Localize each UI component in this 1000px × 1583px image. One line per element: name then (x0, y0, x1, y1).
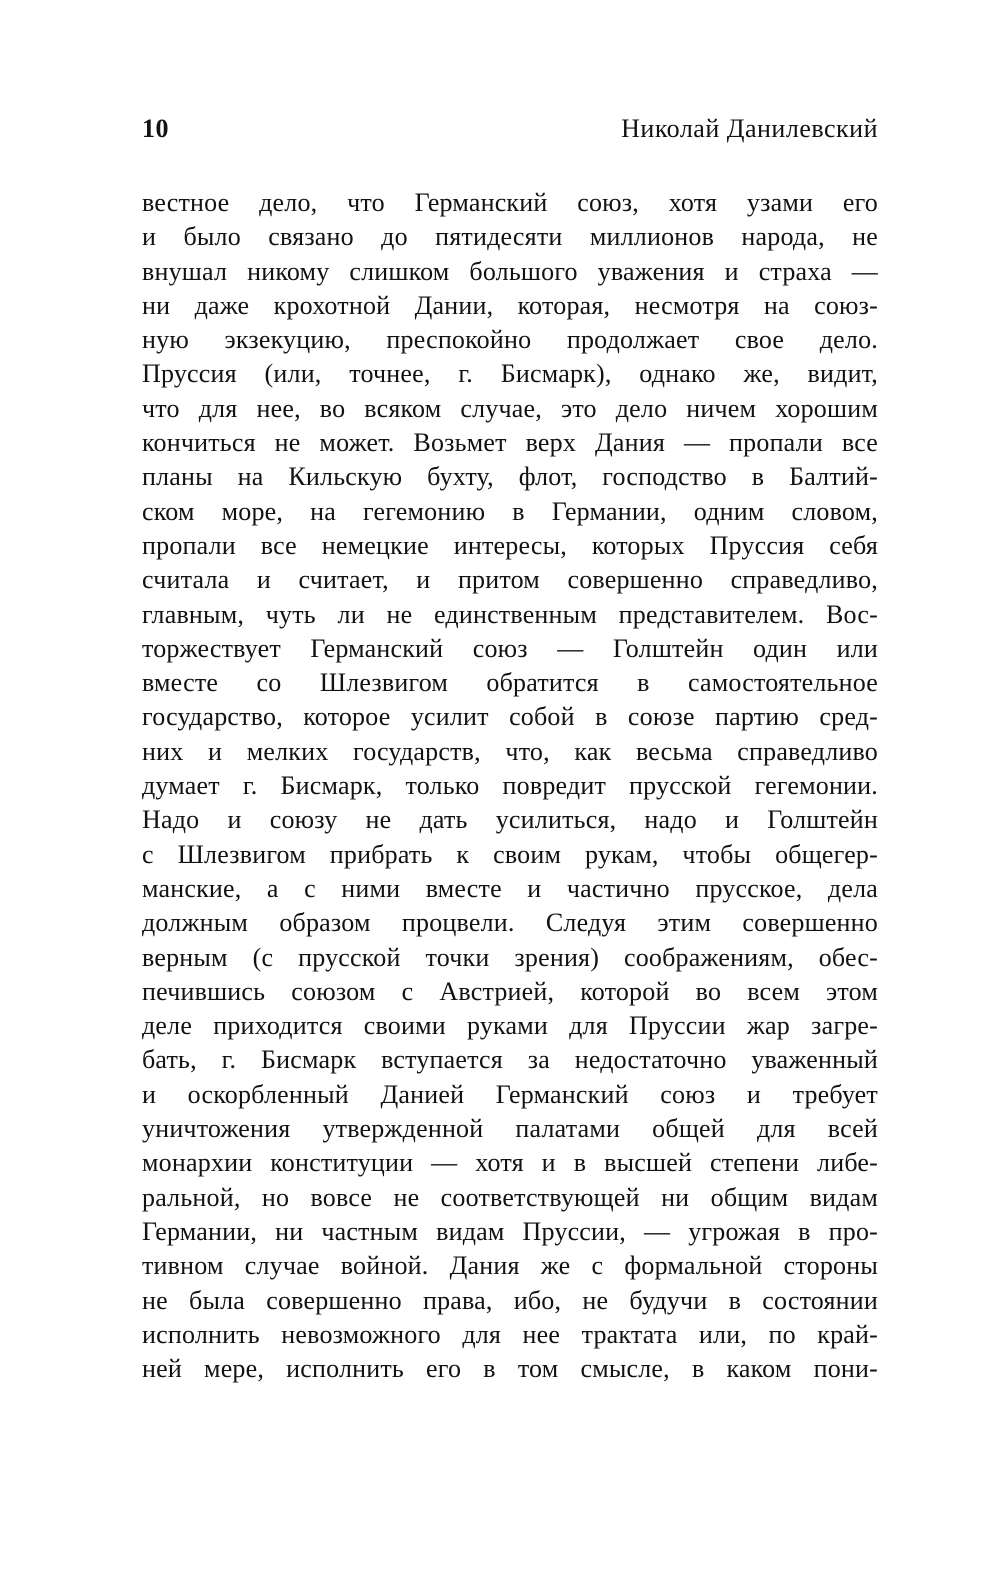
text-line: Надо и союзу не дать усилиться, надо и Голштейн (142, 805, 878, 835)
text-line: что для нее, во всяком случае, это дело ничем хорошим (142, 393, 878, 423)
text-line: с Шлезвигом прибрать к своим рукам, чтобы общегер- (142, 839, 878, 869)
text-line: не была совершенно права, ибо, не будучи в состоянии (142, 1285, 878, 1315)
page-header (142, 114, 878, 144)
text-line: них и мелких государств, что, как весьма справедливо (142, 736, 878, 766)
text-line: считала и считает, и притом совершенно справедливо, (142, 565, 878, 595)
text-line: ней мере, исполнить его в том смысле, в каком пони- (142, 1354, 878, 1384)
text-line: ную экзекуцию, преспокойно продолжает свое дело. (142, 325, 878, 355)
text-line: бать, г. Бисмарк вступается за недостаточно уваженный (142, 1045, 878, 1075)
text-line: вместе со Шлезвигом обратится в самостоятельное (142, 668, 878, 698)
text-line: исполнить невозможного для нее трактата или, по край- (142, 1319, 878, 1349)
text-line: верным (с прусской точки зрения) соображениям, обес- (142, 942, 878, 972)
text-line: ни даже крохотной Дании, которая, несмотря на союз- (142, 290, 878, 320)
text-line: деле приходится своими руками для Пруссии жар загре- (142, 1011, 878, 1041)
text-line: думает г. Бисмарк, только повредит прусской гегемонии. (142, 771, 878, 801)
text-line: главным, чуть ли не единственным представителем. Вос- (142, 599, 878, 629)
text-line: внушал никому слишком большого уважения и страха — (142, 256, 878, 286)
text-line: тивном случае войной. Дания же с формальной стороны (142, 1251, 878, 1281)
body-text (142, 186, 878, 1386)
text-line: уничтожения утвержденной палатами общей для всей (142, 1114, 878, 1144)
running-title: Николай Данилевский (621, 114, 878, 143)
text-line: государство, которое усилит собой в союзе партию сред- (142, 702, 878, 732)
text-line: Германии, ни частным видам Пруссии, — угрожая в про- (142, 1216, 878, 1246)
text-line: кончиться не может. Возьмет верх Дания — пропали все (142, 428, 878, 458)
text-line: монархии конституции — хотя и в высшей степени либе- (142, 1148, 878, 1178)
text-line: и оскорбленный Данией Германский союз и требует (142, 1079, 878, 1109)
text-line: торжествует Германский союз — Голштейн один или (142, 633, 878, 663)
text-line: манские, а с ними вместе и частично прусское, дела (142, 873, 878, 903)
text-line: ральной, но вовсе не соответствующей ни общим видам (142, 1182, 878, 1212)
text-line: должным образом процвели. Следуя этим совершенно (142, 908, 878, 938)
text-line: вестное дело, что Германский союз, хотя узами его (142, 188, 878, 217)
text-line: печившись союзом с Австрией, которой во всем этом (142, 976, 878, 1006)
text-line: планы на Кильскую бухту, флот, господство в Балтий- (142, 462, 878, 492)
text-line: пропали все немецкие интересы, которых Пруссия себя (142, 530, 878, 560)
text-line: ском море, на гегемонию в Германии, одним словом, (142, 496, 878, 526)
text-line: Пруссия (или, точнее, г. Бисмарк), однако же, видит, (142, 359, 878, 389)
page-number: 10 (142, 114, 169, 143)
text-line: и было связано до пятидесяти миллионов народа, не (142, 222, 878, 252)
